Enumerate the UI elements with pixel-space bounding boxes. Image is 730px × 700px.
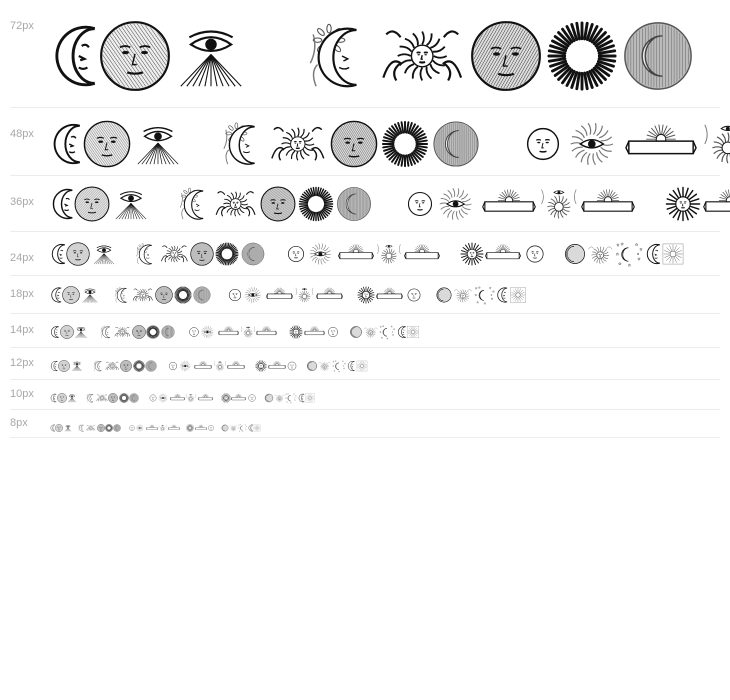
crescent-in-circle-icon [193, 286, 211, 304]
floral-eye-icon [199, 325, 217, 339]
bursting-sun-face-icon [357, 286, 375, 304]
small-sun-face-icon [167, 360, 177, 372]
stars-and-moon-icon [332, 360, 346, 372]
square-sun-emblem-icon [509, 286, 526, 304]
sunburst-ring-icon [546, 20, 618, 92]
ribbon-sun-banner-icon [198, 393, 213, 403]
ribbon-sun-banner-icon [218, 325, 239, 339]
bursting-sun-face-icon [665, 186, 701, 222]
stars-and-moon-icon [474, 286, 496, 304]
ribbon-sun-banner-icon [256, 325, 277, 339]
hatched-moon-face-icon [108, 393, 118, 403]
ribbon-sun-banner-icon [485, 242, 521, 266]
full-moon-face-icon [62, 286, 80, 304]
stars-and-moon-icon [379, 325, 396, 339]
space [637, 186, 662, 222]
glyph-strip [50, 324, 420, 338]
stars-and-moon-icon [615, 242, 644, 266]
sunburst-ring-icon [146, 325, 160, 339]
full-moon-face-icon [83, 120, 131, 168]
ribbon-sun-banner-icon [482, 186, 536, 222]
radiant-eye-icon [71, 360, 83, 372]
sunburst-ring-icon [105, 424, 113, 432]
crescent-in-circle-icon [241, 242, 265, 266]
space [344, 286, 357, 304]
space [184, 120, 218, 168]
square-sun-emblem-icon [406, 325, 419, 339]
ribbon-sun-banner-icon [227, 360, 245, 372]
glyph-strip [50, 286, 527, 304]
bursting-sun-face-icon [186, 424, 194, 432]
sunburst-ring-icon [133, 360, 145, 372]
crescent-moon-face-icon [397, 325, 406, 339]
space [699, 20, 730, 92]
glyph-strip [50, 20, 730, 92]
hatched-moon-face-icon [97, 424, 105, 432]
radiant-eye-icon [81, 286, 99, 304]
sunburst-ring-icon [298, 186, 334, 222]
glyph-strip [50, 390, 315, 400]
dark-crescent-moon-icon [306, 360, 317, 372]
bursting-sun-face-icon [460, 242, 484, 266]
crescent-moon-face-icon [50, 325, 59, 339]
preview-row [10, 380, 720, 410]
space [252, 20, 302, 92]
floral-eye-icon [178, 360, 193, 372]
crescent-moon-face-icon [50, 20, 95, 92]
full-moon-face-icon [60, 325, 74, 339]
ribbon-sun-banner-icon [703, 186, 730, 222]
ribbon-sun-banner-icon [338, 242, 374, 266]
space [158, 360, 166, 372]
hatched-moon-face-icon [120, 360, 132, 372]
ribbon-sun-banner-icon [376, 286, 403, 304]
ornate-sun-face-icon [105, 360, 119, 372]
crescent-moon-face-icon [50, 186, 72, 222]
space [180, 424, 186, 432]
ornate-sun-face-icon [96, 393, 108, 403]
crescent-moon-face-icon [50, 242, 65, 266]
space [213, 393, 220, 403]
crescent-moon-face-icon [50, 393, 56, 403]
full-moon-face-icon [66, 242, 90, 266]
simple-sun-face-icon [405, 286, 420, 304]
ribbon-sun-banner-icon [231, 393, 246, 403]
hatched-moon-face-icon [155, 286, 173, 304]
floral-crescent-moon-icon [178, 186, 212, 222]
ribbon-sun-banner-icon [304, 325, 325, 339]
ornate-sun-face-icon [86, 424, 96, 432]
font-size-label: 72px [10, 20, 34, 32]
sun-eye-emblem-icon [700, 120, 730, 168]
ribbon-sun-banner-icon [195, 424, 207, 432]
bursting-sun-face-icon [255, 360, 267, 372]
sun-eye-emblem-icon [158, 424, 167, 432]
full-moon-face-icon [74, 186, 110, 222]
space [266, 242, 283, 266]
small-sun-face-icon [148, 393, 157, 403]
space [117, 242, 134, 266]
floral-crescent-moon-icon [114, 286, 131, 304]
floral-crescent-moon-icon [221, 120, 267, 168]
square-sun-emblem-icon [661, 242, 684, 266]
space [84, 360, 92, 372]
ribbon-sun-banner-icon [146, 424, 158, 432]
ribbon-sun-banner-icon [168, 424, 180, 432]
simple-sun-face-icon [326, 325, 338, 339]
small-sun-face-icon [226, 286, 241, 304]
crescent-moon-face-icon [645, 242, 660, 266]
small-sun-face-icon [402, 186, 433, 222]
glyph-strip [50, 420, 262, 428]
sunburst-ring-icon [119, 393, 129, 403]
ornate-sun-face-icon [214, 186, 257, 222]
space [545, 242, 562, 266]
radiant-eye-icon [92, 242, 116, 266]
crescent-moon-face-icon [496, 286, 507, 304]
crescent-in-circle-icon [336, 186, 372, 222]
font-size-label: 24px [10, 252, 34, 264]
glyph-strip [50, 242, 686, 266]
floral-eye-icon [135, 424, 145, 432]
preview-row [10, 314, 720, 348]
sun-face-scroll-icon [318, 360, 331, 372]
space [482, 120, 516, 168]
bursting-sun-face-icon [221, 393, 231, 403]
preview-row [10, 176, 720, 232]
dark-crescent-moon-icon [435, 286, 452, 304]
space [89, 325, 99, 339]
space [151, 186, 176, 222]
glyph-strip [50, 186, 730, 222]
ribbon-sun-banner-icon [170, 393, 185, 403]
floral-crescent-moon-icon [86, 393, 96, 403]
square-sun-emblem-icon [253, 424, 261, 432]
space [374, 186, 399, 222]
floral-eye-icon [157, 393, 170, 403]
dark-crescent-moon-icon [563, 242, 586, 266]
space [100, 286, 113, 304]
crescent-moon-face-icon [248, 424, 253, 432]
floral-eye-icon [434, 186, 479, 222]
sun-eye-emblem-icon [185, 393, 197, 403]
dark-crescent-moon-icon [349, 325, 362, 339]
full-moon-face-icon [58, 360, 70, 372]
preview-row [10, 108, 720, 176]
crescent-in-circle-icon [113, 424, 121, 432]
space [246, 360, 254, 372]
dark-crescent-moon-icon [264, 393, 274, 403]
ornate-sun-face-icon [160, 242, 189, 266]
font-size-label: 14px [10, 323, 34, 336]
dark-crescent-moon-icon [221, 424, 229, 432]
small-sun-face-icon [519, 120, 560, 168]
font-size-label: 12px [10, 356, 34, 369]
sun-eye-emblem-icon [213, 360, 227, 372]
preview-row [10, 410, 720, 438]
ornate-sun-face-icon [132, 286, 154, 304]
small-sun-face-icon [284, 242, 304, 266]
font-size-label: 36px [10, 196, 34, 208]
simple-sun-face-icon [207, 424, 214, 432]
square-sun-emblem-icon [356, 360, 367, 372]
preview-row [10, 232, 720, 276]
sunburst-ring-icon [174, 286, 192, 304]
simple-sun-face-icon [523, 242, 543, 266]
sun-eye-emblem-icon [375, 242, 403, 266]
space [442, 242, 459, 266]
stars-and-moon-icon [238, 424, 248, 432]
hatched-moon-face-icon [330, 120, 378, 168]
crescent-moon-face-icon [50, 360, 57, 372]
preview-row [10, 0, 720, 108]
crescent-in-circle-icon [622, 20, 694, 92]
glyph-strip [50, 120, 730, 168]
floral-eye-icon [563, 120, 623, 168]
stars-and-moon-icon [285, 393, 297, 403]
crescent-moon-face-icon [50, 424, 55, 432]
crescent-in-circle-icon [129, 393, 139, 403]
space [176, 325, 186, 339]
crescent-moon-face-icon [298, 393, 304, 403]
crescent-in-circle-icon [161, 325, 175, 339]
hatched-moon-face-icon [260, 186, 296, 222]
ribbon-sun-banner-icon [316, 286, 343, 304]
hatched-moon-face-icon [470, 20, 542, 92]
sun-face-scroll-icon [363, 325, 378, 339]
crescent-moon-face-icon [50, 286, 61, 304]
radiant-eye-icon [74, 325, 88, 339]
space [72, 424, 78, 432]
space [140, 393, 147, 403]
radiant-eye-icon [113, 186, 149, 222]
space [338, 325, 348, 339]
font-size-label: 18px [10, 287, 34, 300]
ornate-sun-face-icon [114, 325, 131, 339]
radiant-eye-icon [67, 393, 77, 403]
small-sun-face-icon [128, 424, 135, 432]
full-moon-face-icon [99, 20, 171, 92]
font-size-label: 10px [10, 387, 34, 400]
crescent-in-circle-icon [432, 120, 480, 168]
floral-eye-icon [242, 286, 265, 304]
floral-crescent-moon-icon [135, 242, 158, 266]
ribbon-sun-banner-icon [194, 360, 212, 372]
space [78, 393, 85, 403]
hatched-moon-face-icon [190, 242, 214, 266]
crescent-in-circle-icon [145, 360, 157, 372]
floral-eye-icon [306, 242, 336, 266]
space [212, 286, 225, 304]
sun-eye-emblem-icon [294, 286, 315, 304]
floral-crescent-moon-icon [100, 325, 113, 339]
font-size-label: 48px [10, 128, 34, 140]
small-sun-face-icon [187, 325, 199, 339]
preview-row [10, 348, 720, 380]
ribbon-sun-banner-icon [625, 120, 697, 168]
crescent-moon-face-icon [347, 360, 354, 372]
floral-crescent-moon-icon [306, 20, 374, 92]
radiant-eye-icon [64, 424, 72, 432]
sunburst-ring-icon [381, 120, 429, 168]
glyph-strip [50, 358, 368, 370]
bursting-sun-face-icon [289, 325, 303, 339]
preview-row [10, 276, 720, 314]
hatched-moon-face-icon [132, 325, 146, 339]
sunburst-ring-icon [215, 242, 239, 266]
radiant-eye-icon [134, 120, 182, 168]
sun-face-scroll-icon [453, 286, 473, 304]
sun-eye-emblem-icon [538, 186, 579, 222]
font-size-label: 8px [10, 416, 28, 429]
space [421, 286, 434, 304]
space [215, 424, 221, 432]
ribbon-sun-banner-icon [404, 242, 440, 266]
sun-face-scroll-icon [229, 424, 238, 432]
space [278, 325, 288, 339]
ornate-sun-face-icon [269, 120, 327, 168]
space [122, 424, 128, 432]
floral-crescent-moon-icon [78, 424, 86, 432]
radiant-eye-icon [175, 20, 247, 92]
crescent-moon-face-icon [50, 120, 80, 168]
ribbon-sun-banner-icon [266, 286, 293, 304]
floral-crescent-moon-icon [93, 360, 104, 372]
sun-face-scroll-icon [587, 242, 613, 266]
sun-face-scroll-icon [274, 393, 285, 403]
space [256, 393, 263, 403]
ribbon-sun-banner-icon [581, 186, 635, 222]
full-moon-face-icon [57, 393, 67, 403]
simple-sun-face-icon [286, 360, 296, 372]
space [297, 360, 305, 372]
simple-sun-face-icon [247, 393, 256, 403]
ornate-sun-face-icon [379, 20, 465, 92]
sun-eye-emblem-icon [240, 325, 256, 339]
square-sun-emblem-icon [305, 393, 315, 403]
ribbon-sun-banner-icon [268, 360, 286, 372]
full-moon-face-icon [55, 424, 63, 432]
